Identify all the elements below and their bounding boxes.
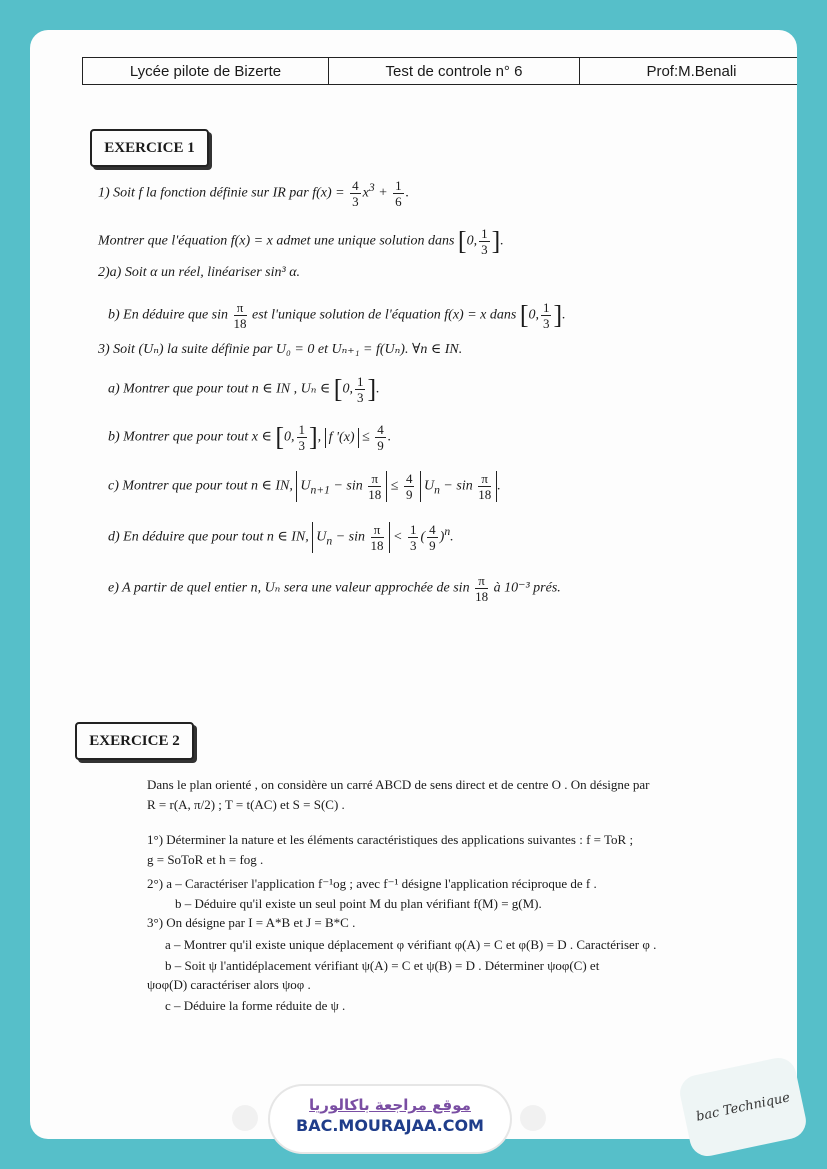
ex1-q2b-text-1: b) En déduire que sin — [108, 307, 229, 323]
ex2-line-8: a – Montrer qu'il existe unique déplacement φ vérifiant φ(A) = C et φ(B) = D . Caractériser φ . — [165, 937, 657, 952]
test-title: Test de controle n° 6 — [329, 58, 580, 84]
ex2-line-1: Dans le plan orienté , on considère un carré ABCD de sens direct et de centre O . On désigne par — [147, 777, 650, 792]
site-logo-right — [520, 1105, 546, 1131]
ex1-question-2b: b) En déduire que sin $\frac{\pi}{18}$ est l'unique solution de l'équation f(x) = x dans [0, $\frac{1}{3}$ ]. — [108, 300, 566, 331]
school-name: Lycée pilote de Bizerte — [83, 58, 329, 84]
ex1-q3d-text: d) En déduire que pour tout n ∈ IN, — [108, 529, 309, 545]
site-banner-url[interactable]: BAC.MOURAJAA.COM — [296, 1116, 484, 1135]
ex1-question-3b: b) Montrer que pour tout x ∈ [0, $\frac{1}{3}$ ], f '(x) ≤ $\frac{4}{9}$ . — [108, 422, 392, 453]
ex2-line-3: 1°) Déterminer la nature et les éléments caractéristiques des applications suivantes : f = ToR ; — [147, 832, 634, 847]
ex2-line-7: 3°) On désigne par I = A*B et J = B*C . — [147, 915, 356, 930]
ex1-q2b-text-2: est l'unique solution de l'équation f(x) = x dans — [252, 307, 517, 323]
teacher-name: Prof:M.Benali — [646, 62, 737, 80]
site-banner[interactable] — [270, 1086, 510, 1152]
ex2-line-10: ψoφ(D) caractériser alors ψoφ . — [147, 977, 311, 992]
ex1-question-1: 1) Soit f la fonction définie sur IR par f(x) = $\frac{4}{3}$ $x^3$ + $\frac{1}{6}$ . — [98, 178, 410, 209]
site-banner-arabic: موقع مراجعة باكالوريا — [309, 1096, 471, 1114]
ex2-line-6: b – Déduire qu'il existe un seul point M du plan vérifiant f(M) = g(M). — [175, 896, 542, 911]
ex1-question-3a: a) Montrer que pour tout n ∈ IN , Uₙ ∈ [0, $\frac{1}{3}$ ]. — [108, 374, 380, 405]
ex1-q3c-text: c) Montrer que pour tout n ∈ IN, — [108, 478, 293, 494]
exam-page — [30, 30, 797, 1139]
ex1-q1b-text: Montrer que l'équation f(x) = x admet une unique solution dans — [98, 233, 455, 249]
ex2-line-4: g = SoToR et h = fog . — [147, 852, 264, 867]
ex1-q3b-text: b) Montrer que pour tout x ∈ — [108, 429, 272, 445]
ex2-line-5: 2°) a – Caractériser l'application f⁻¹og ; avec f⁻¹ désigne l'application réciproque de f . — [147, 876, 597, 891]
ex1-question-2a: 2)a) Soit α un réel, linéariser sin³ α. — [98, 265, 301, 280]
ex1-q3e-text-1: e) A partir de quel entier n, Uₙ sera une valeur approchée de sin — [108, 580, 470, 596]
ex2-line-11: c – Déduire la forme réduite de ψ . — [165, 998, 346, 1013]
exercise-1-title: EXERCICE 1 — [90, 129, 209, 167]
ex1-question-3c: c) Montrer que pour tout n ∈ IN, $U_{n+1} - \sin$ $\frac{\pi}{18}$ ≤ $\frac{4}{9}$ $U_n - \sin$ $\frac{\pi}{18}$ . — [108, 471, 501, 502]
ex1-question-3: 3) Soit (Uₙ) la suite définie par U₀ = 0 et Uₙ₊₁ = f(Uₙ). ∀n ∈ IN. — [98, 342, 463, 357]
exercise-2-title: EXERCICE 2 — [75, 722, 194, 760]
site-logo-left — [232, 1105, 258, 1131]
ex2-line-2: R = r(A, π/2) ; T = t(AC) et S = S(C) . — [147, 797, 345, 812]
bac-technique-stamp: bac Technique — [677, 1055, 809, 1160]
ex1-question-3e: e) A partir de quel entier n, Uₙ sera une valeur approchée de sin $\frac{\pi}{18}$ à 10⁻³ prés. — [108, 573, 561, 604]
exam-header — [82, 57, 797, 85]
ex2-line-9: b – Soit ψ l'antidéplacement vérifiant ψ(A) = C et ψ(B) = D . Déterminer ψoφ(C) et — [165, 958, 600, 973]
ex1-q3e-text-2: à 10⁻³ prés. — [493, 580, 561, 596]
ex1-question-3d: d) En déduire que pour tout n ∈ IN, $U_n - \sin$ $\frac{\pi}{18}$ < $\frac{1}{3}$ ( $\frac{4}{9}$ )$^n$. — [108, 522, 454, 553]
ex1-question-1-show: Montrer que l'équation f(x) = x admet une unique solution dans [0, $\frac{1}{3}$ ]. — [98, 226, 504, 257]
ex1-q3a-text: a) Montrer que pour tout n ∈ IN , Uₙ ∈ — [108, 381, 331, 397]
ex1-q1-text: 1) Soit f la fonction définie sur IR par f(x) = — [98, 185, 345, 201]
